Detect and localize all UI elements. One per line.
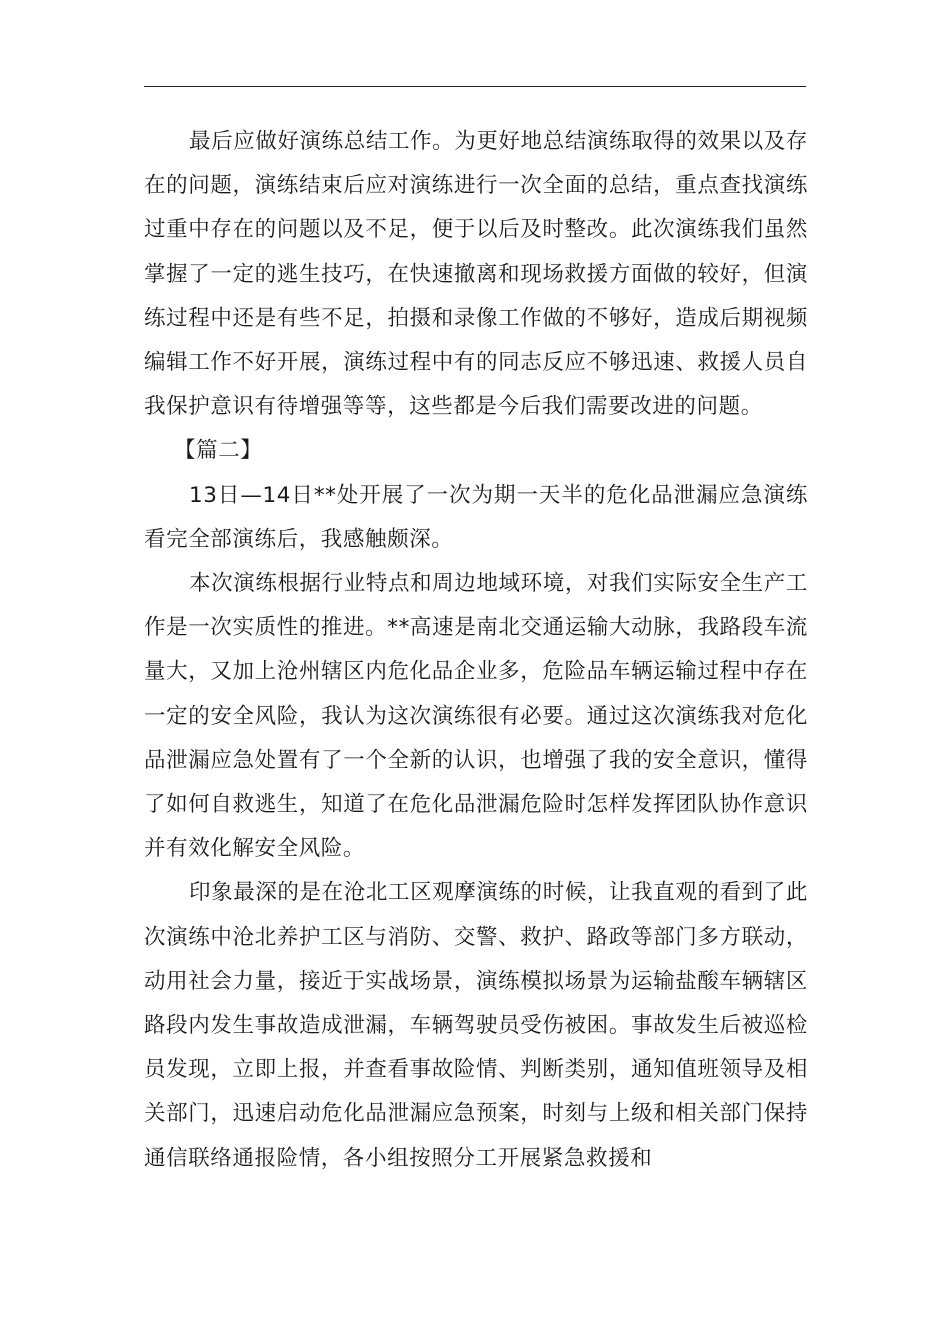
section-heading: 【篇二】 bbox=[174, 438, 263, 464]
document-body bbox=[144, 120, 808, 1181]
header-rule bbox=[144, 86, 806, 87]
paragraph: 印象最深的是在沧北工区观摩演练的时候，让我直观的看到了此次演练中沧北养护工区与消防、交警、救护、路政等部门多方联动，动用社会力量，接近于实战场景，演练模拟场景为运输盐酸车辆辖区路段内发生事故造成泄漏，车辆驾驶员受伤被困。事故发生后被巡检员发现，立即上报，并查看事故险情、判断类别，通知值班领导及相关部门，迅速启动危化品泄漏应急预案，时刻与上级和相关部门保持通信联络通报险情，各小组按照分工开展紧急救援和 bbox=[144, 880, 808, 1171]
paragraph: 最后应做好演练总结工作。为更好地总结演练取得的效果以及存在的问题，演练结束后应对演练进行一次全面的总结，重点查找演练过重中存在的问题以及不足，便于以后及时整改。此次演练我们虽然掌握了一定的逃生技巧，在快速撤离和现场救援方面做的较好，但演练过程中还是有些不足，拍摄和录像工作做的不够好，造成后期视频编辑工作不好开展，演练过程中有的同志反应不够迅速、救援人员自我保护意识有待增强等等，这些都是今后我们需要改进的问题。 bbox=[144, 129, 808, 420]
paragraph: 本次演练根据行业特点和周边地域环境，对我们实际安全生产工作是一次实质性的推进。**高速是南北交通运输大动脉，我路段车流量大，又加上沧州辖区内危化品企业多，危险品车辆运输过程中存在一定的安全风险，我认为这次演练很有必要。通过这次演练我对危化品泄漏应急处置有了一个全新的认识，也增强了我的安全意识，懂得了如何自救逃生，知道了在危化品泄漏危险时怎样发挥团队协作意识并有效化解安全风险。 bbox=[144, 571, 808, 862]
paragraph: 13日—14日**处开展了一次为期一天半的危化品泄漏应急演练看完全部演练后，我感触颇深。 bbox=[144, 482, 808, 552]
